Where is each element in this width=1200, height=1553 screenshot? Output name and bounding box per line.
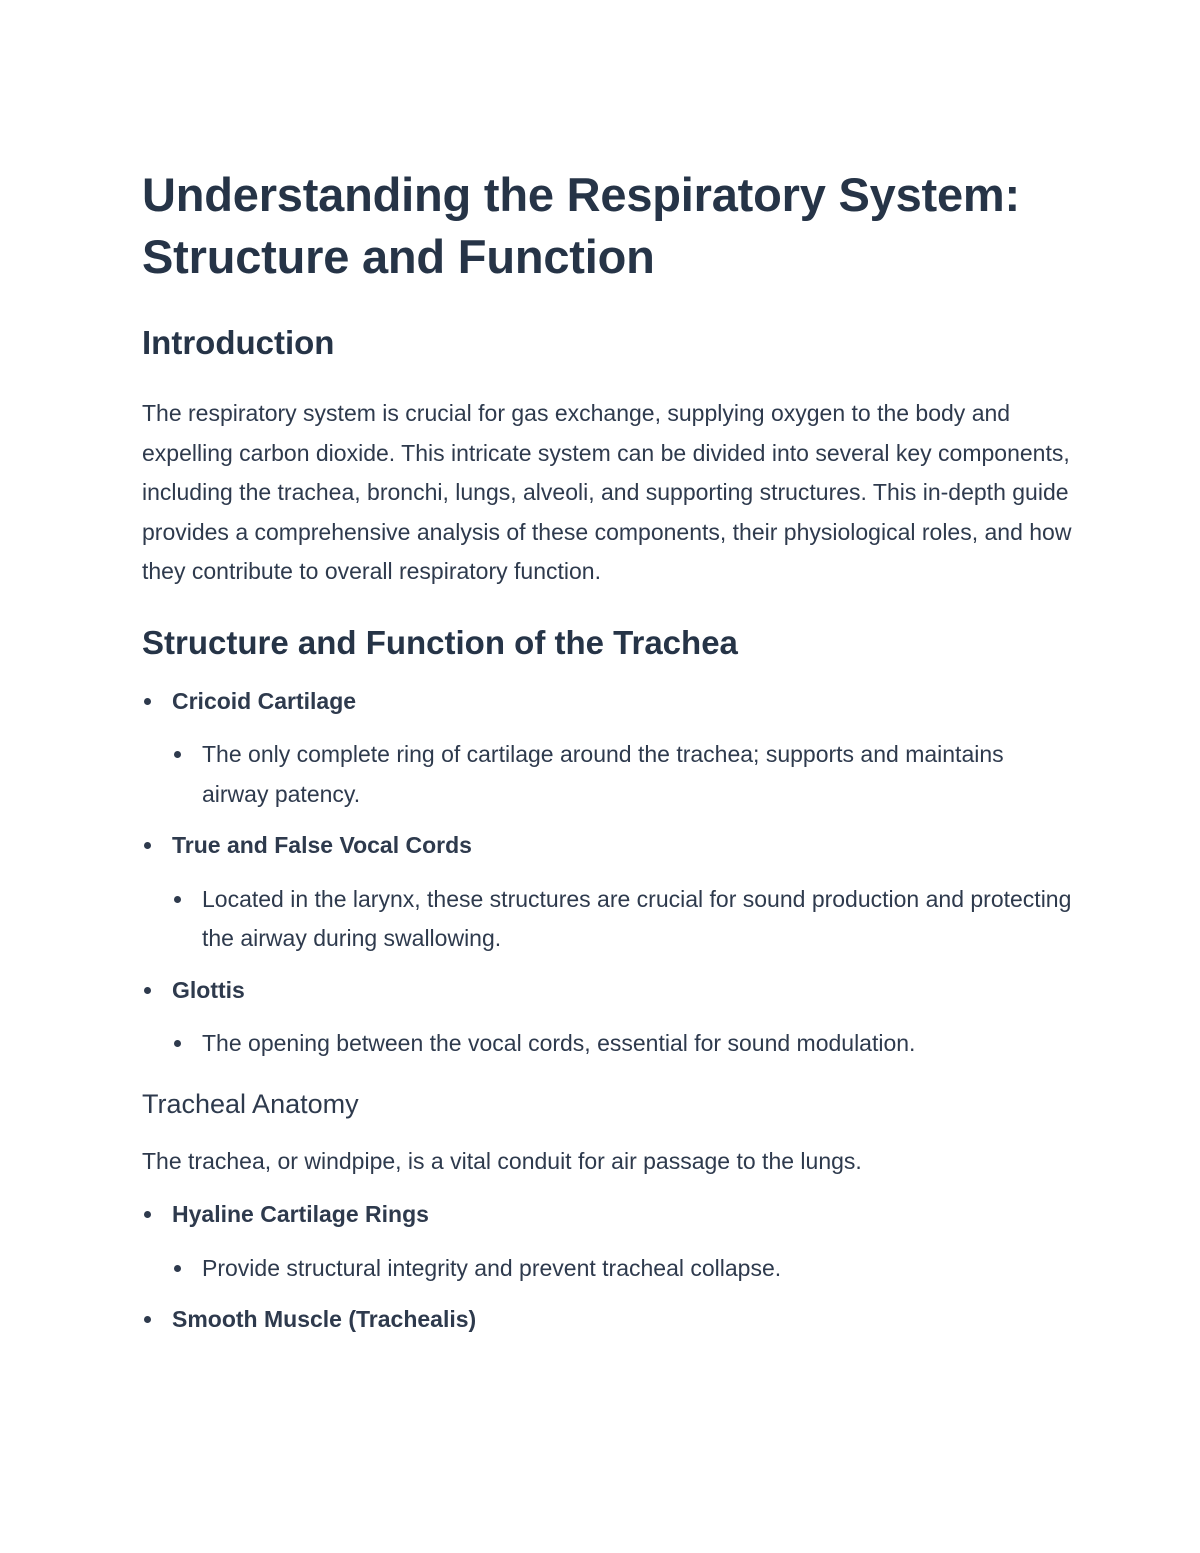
list-item [142, 826, 1072, 959]
list-item-title: Hyaline Cartilage Rings [172, 1201, 429, 1227]
anatomy-heading: Tracheal Anatomy [142, 1088, 359, 1119]
sub-list [172, 1024, 1072, 1064]
list-item [142, 1300, 1072, 1340]
bullet-icon [174, 751, 181, 758]
anatomy-list [142, 1195, 1072, 1340]
sub-list-item-text: The only complete ring of cartilage around the trachea; supports and maintains airway patency. [202, 741, 1004, 807]
bullet-icon [144, 1211, 151, 1218]
list-item [142, 1195, 1072, 1288]
sub-list-item-text: Located in the larynx, these structures are crucial for sound production and protecting the airway during swallowing. [202, 885, 1072, 951]
bullet-icon [174, 896, 181, 903]
bullet-icon [174, 1265, 181, 1272]
sub-list [172, 1249, 1072, 1289]
introduction-paragraph: The respiratory system is crucial for gas exchange, supplying oxygen to the body and expelling carbon dioxide. This intricate system can be divided into several key components, including the trachea, bronchi, lungs, alveoli, and supporting structures. This in-depth guide provides a comprehensive analysis of these components, their physiological roles, and how they contribute to overall respiratory function. [142, 400, 1072, 584]
sub-list-item [172, 1249, 1072, 1289]
sub-list-item-text: The opening between the vocal cords, essential for sound modulation. [202, 1030, 916, 1056]
introduction-heading: Introduction [142, 324, 335, 361]
document-page [142, 164, 1072, 1340]
trachea-heading: Structure and Function of the Trachea [142, 623, 738, 661]
list-item-title: Smooth Muscle (Trachealis) [172, 1306, 477, 1332]
list-item-title: Glottis [172, 976, 245, 1003]
bullet-icon [174, 1040, 181, 1047]
list-item-title: True and False Vocal Cords [172, 832, 472, 858]
list-item [142, 971, 1072, 1064]
bullet-icon [144, 987, 151, 994]
anatomy-paragraph: The trachea, or windpipe, is a vital conduit for air passage to the lungs. [142, 1147, 862, 1174]
sub-list-item-text: Provide structural integrity and prevent tracheal collapse. [202, 1254, 782, 1281]
list-item-title: Cricoid Cartilage [172, 687, 357, 714]
sub-list-item [172, 1024, 1072, 1064]
trachea-list [142, 682, 1072, 1064]
sub-list-item [172, 735, 1072, 814]
list-item [142, 682, 1072, 815]
sub-list [172, 735, 1072, 814]
sub-list-item [172, 880, 1072, 959]
bullet-icon [144, 842, 151, 849]
document-title: Understanding the Respiratory System: Structure and Function [142, 168, 1020, 283]
bullet-icon [144, 698, 151, 705]
bullet-icon [144, 1316, 151, 1323]
sub-list [172, 880, 1072, 959]
